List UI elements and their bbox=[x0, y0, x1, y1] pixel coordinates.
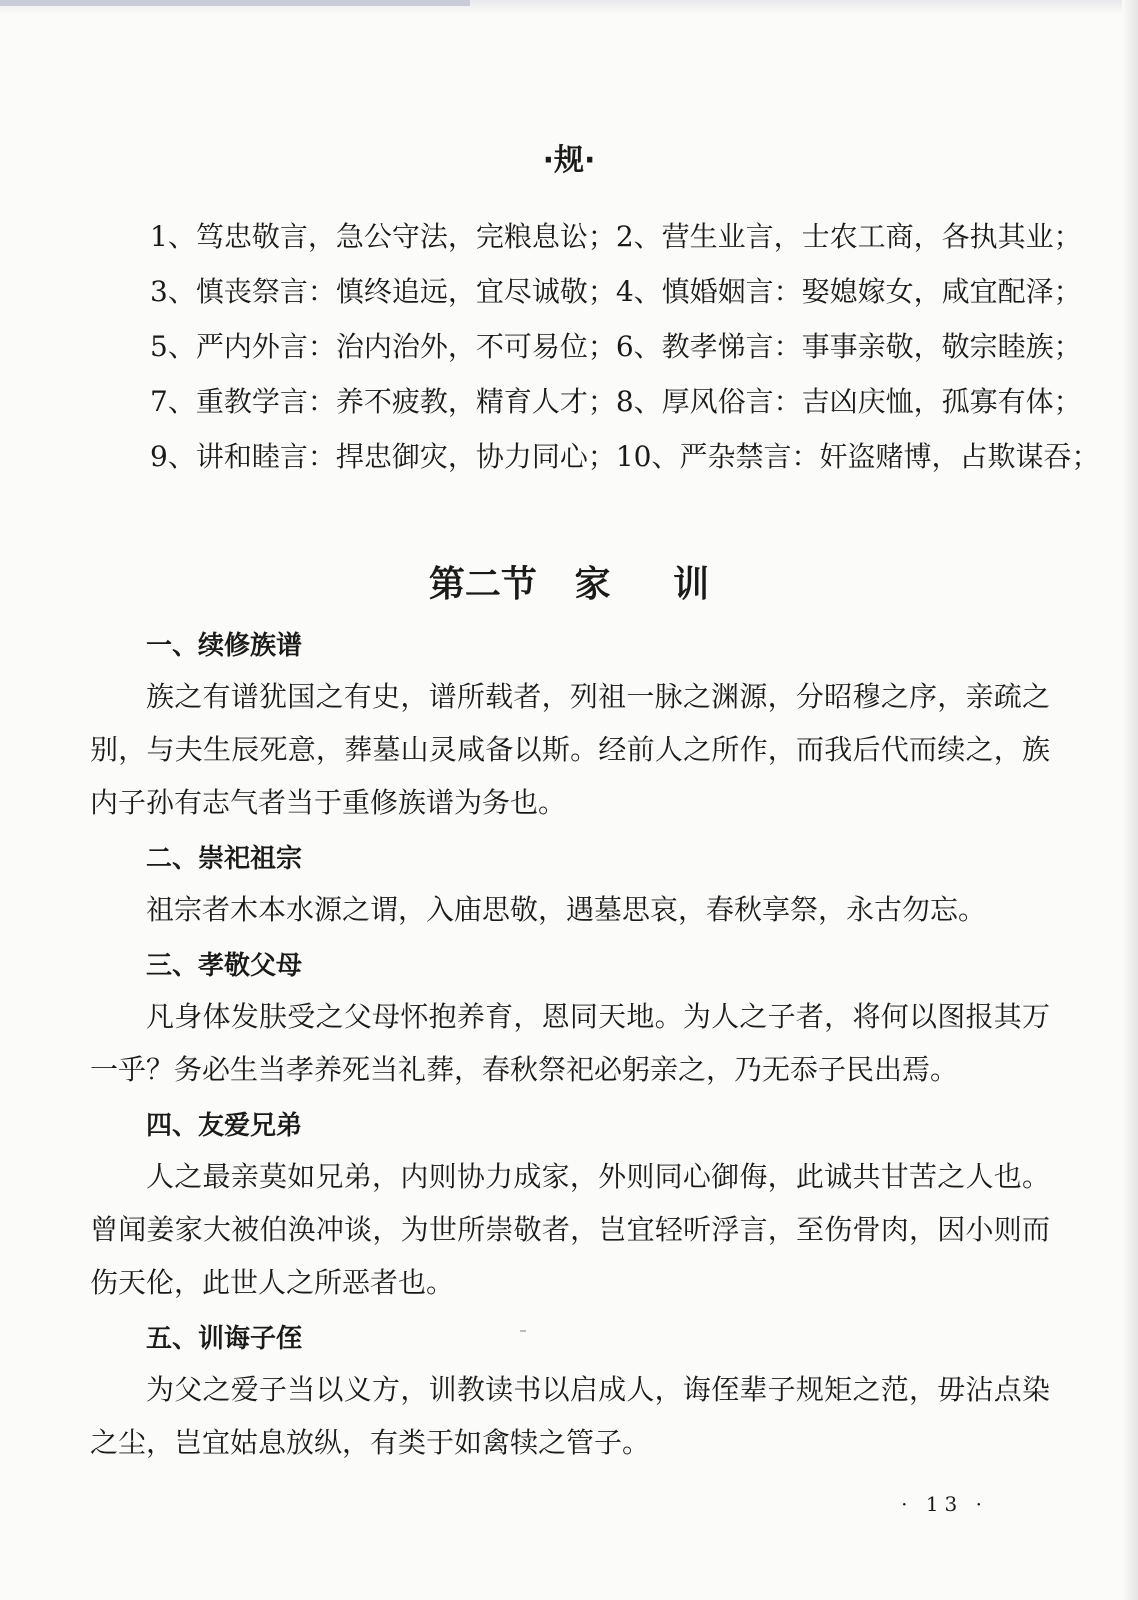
rule-line: 9、讲和睦言：捍忠御灾，协力同心；10、严杂禁言：奸盗赌博，占欺谋吞； bbox=[150, 440, 1100, 473]
rule-line: 7、重教学言：养不疲教，精育人才；8、厚风俗言：吉凶庆恤，孤寡有体； bbox=[150, 385, 1082, 418]
rule-line: 5、严内外言：治内治外，不可易位；6、教孝悌言：事事亲敬，敬宗睦族； bbox=[150, 330, 1082, 363]
precept-body: 为父之爱子当以义方，训教读书以启成人，诲侄辈子规矩之范，毋沾点染之尘，岂宜姑息放纵，有类于如禽犊之管子。 bbox=[90, 1373, 1050, 1459]
precept-body: 凡身体发肤受之父母怀抱养育，恩同天地。为人之子者，将何以图报其万一乎？务必生当孝养死当礼葬，春秋祭祀必躬亲之，乃无忝子民出焉。 bbox=[90, 1000, 1050, 1086]
scan-speck bbox=[520, 1330, 526, 1332]
rule-line: 1、笃忠敬言，急公守法，完粮息讼；2、营生业言，士农工商，各执其业； bbox=[150, 220, 1082, 253]
precept-heading: 五、训诲子侄 bbox=[146, 1324, 303, 1354]
scan-right-edge bbox=[1122, 0, 1138, 1600]
precept-body: 祖宗者木本水源之谓，入庙思敬，遇墓思哀，春秋享祭，永古勿忘。 bbox=[146, 893, 987, 926]
precept-heading: 四、友爱兄弟 bbox=[146, 1111, 303, 1141]
precept-heading: 二、崇祀祖宗 bbox=[146, 844, 303, 874]
precept-body: 人之最亲莫如兄弟，内则协力成家，外则同心御侮，此诚共甘苦之人也。曾闻姜家大被伯涣冲谈，为世所崇敬者，岂宜轻听浮言，至伤骨肉，因小则而伤天伦，此世人之所恶者也。 bbox=[90, 1160, 1050, 1299]
scan-top-mark bbox=[0, 0, 470, 6]
page-number: · 13 · bbox=[901, 1492, 988, 1516]
precept-heading: 三、孝敬父母 bbox=[146, 951, 303, 981]
rules-title: ·规· bbox=[542, 143, 596, 178]
precept-heading: 一、续修族谱 bbox=[146, 631, 303, 661]
precept-body: 族之有谱犹国之有史，谱所载者，列祖一脉之渊源，分昭穆之序，亲疏之别，与夫生辰死意，葬墓山灵咸备以斯。经前人之所作，而我后代而续之，族内子孙有志气者当于重修族谱为务也。 bbox=[90, 680, 1050, 819]
section-title: 第二节 家 训 bbox=[428, 564, 710, 605]
family-precepts bbox=[90, 622, 1050, 1475]
rule-line: 3、慎丧祭言：慎终追远，宜尽诚敬；4、慎婚姻言：娶媳嫁女，咸宜配泽； bbox=[150, 275, 1082, 308]
rules-list bbox=[150, 212, 1100, 487]
